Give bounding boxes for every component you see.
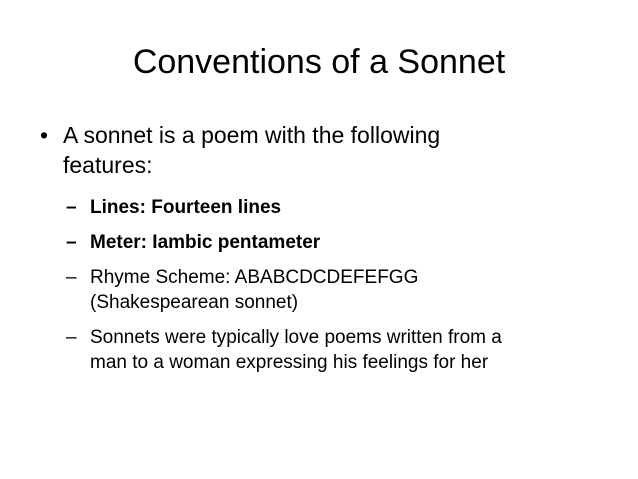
bullet-text-line-2: features: [63,152,153,178]
sub-item-text-line-2: man to a woman expressing his feelings for her [90,352,489,373]
bullet-text [63,120,583,180]
dash-marker: – [66,232,77,253]
bullet-text-line-1: A sonnet is a poem with the following [63,122,441,148]
sub-item-text-line-1: Rhyme Scheme: ABABCDCDEFEFGG [90,267,419,288]
sub-item-lines [66,195,626,220]
sub-item-rhyme-scheme [66,265,626,315]
dash-marker: – [66,197,77,218]
sub-bullet-list [66,195,626,385]
sub-item-text: Lines: Fourteen lines [90,197,282,218]
bullet-marker: • [40,122,49,148]
dash-marker: – [66,267,77,288]
dash-marker: – [66,327,77,348]
sub-item-text-line-2: (Shakespearean sonnet) [90,292,299,313]
slide-title: Conventions of a Sonnet [132,43,506,81]
sub-item-text-line-1: Sonnets were typically love poems written from a [90,327,502,348]
sub-item-text: Meter: Iambic pentameter [90,232,321,253]
sub-item-meter [66,230,626,255]
sub-item-love-poems [66,325,626,375]
